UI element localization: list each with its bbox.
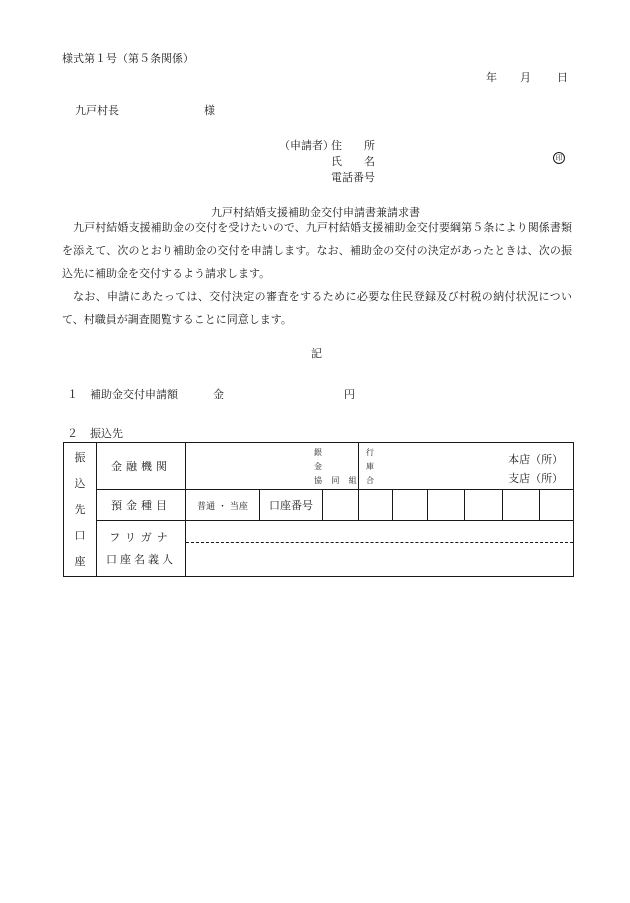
paragraph-2: なお、申請にあたっては、交付決定の審査をするために必要な住民登録及び村税の納付状況について、村職員が調査閲覧することに同意します。 xyxy=(62,290,572,326)
item-1-yen: 円 xyxy=(344,388,355,401)
account-digit-box[interactable] xyxy=(323,490,359,521)
account-holder-labels xyxy=(97,521,186,577)
date-day: 日 xyxy=(557,71,568,84)
institution-label: 金融機関 xyxy=(97,443,186,490)
item-2-label: 振込先 xyxy=(90,427,123,440)
account-digit-box[interactable] xyxy=(359,490,393,521)
account-digit-box[interactable] xyxy=(540,490,574,521)
branch-name-field[interactable] xyxy=(359,443,574,490)
item-2-number: ２ xyxy=(67,427,78,440)
seal-mark: 印 xyxy=(553,152,565,164)
form-number: 様式第１号（第５条関係） xyxy=(62,52,194,65)
bank-account-table xyxy=(63,442,574,577)
account-holder-label: 口座名義人 xyxy=(106,552,176,566)
vertical-char: 先 xyxy=(74,502,86,516)
account-digit-box[interactable] xyxy=(465,490,503,521)
branch-type-branch: 支店（所） xyxy=(508,472,564,485)
bank-name-field[interactable] xyxy=(186,443,374,490)
date-year: 年 xyxy=(486,71,497,84)
phone-label: 電話番号 xyxy=(331,171,375,184)
account-digit-box[interactable] xyxy=(503,490,540,521)
account-digit-box[interactable] xyxy=(428,490,465,521)
bank-type-cooperative: 協同組合 xyxy=(314,476,374,485)
vertical-char: 座 xyxy=(74,554,86,568)
item-1-kin: 金 xyxy=(213,388,224,401)
bank-type-bank: 銀 行 xyxy=(314,448,374,457)
vertical-char: 振 xyxy=(74,450,86,464)
furigana-label: フリガナ xyxy=(109,530,173,544)
item-1-number: １ xyxy=(67,388,78,401)
account-number-label: 口座番号 xyxy=(260,490,323,521)
bank-type-kinko: 金 庫 xyxy=(314,462,374,471)
account-holder-field[interactable] xyxy=(186,521,574,577)
furigana-divider xyxy=(186,542,573,543)
paragraph-1: 九戸村結婚支援補助金の交付を受けたいので、九戸村結婚支援補助金交付要綱第５条により関係書類を添えて、次のとおり補助金の交付を申請します。なお、補助金の交付の決定があったときは、次の振込先に補助金を交付するよう請求します。 xyxy=(62,221,572,280)
deposit-type-label: 預金種目 xyxy=(97,490,186,521)
date-month: 月 xyxy=(520,71,531,84)
vertical-char: 込 xyxy=(74,476,86,490)
ki-label: 記 xyxy=(311,347,322,360)
account-digit-box[interactable] xyxy=(393,490,428,521)
furikomisaki-vertical-label xyxy=(64,443,97,577)
applicant-label: （申請者） xyxy=(279,139,334,152)
deposit-type-options[interactable]: 普通 ・ 当座 xyxy=(186,490,260,521)
name-label: 氏 名 xyxy=(331,155,375,168)
address-label: 住 所 xyxy=(331,139,375,152)
vertical-char: 口 xyxy=(74,528,86,542)
branch-type-main: 本店（所） xyxy=(508,453,564,466)
addressee-suffix: 様 xyxy=(204,104,215,117)
addressee: 九戸村長 xyxy=(75,104,119,117)
document-title: 九戸村結婚支援補助金交付申請書兼請求書 xyxy=(211,206,420,219)
item-1-label: 補助金交付申請額 xyxy=(90,388,178,401)
